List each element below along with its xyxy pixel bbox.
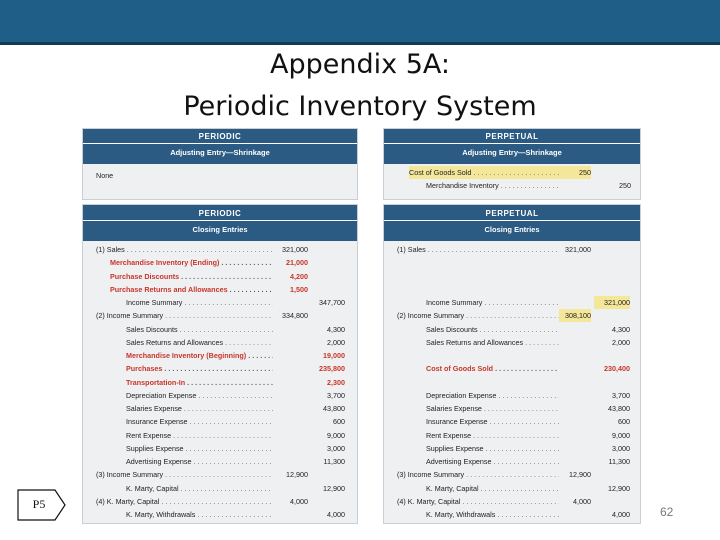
- journal-row: [384, 389, 640, 402]
- journal-row: [83, 362, 357, 375]
- slide-title-line-2: Periodic Inventory System: [183, 91, 537, 122]
- account-label: Insurance Expense . . .: [426, 415, 559, 428]
- credit-amount: 11,300: [608, 457, 630, 466]
- periodic-closing-heading: PERIODIC: [83, 205, 357, 220]
- journal-row: [384, 415, 640, 428]
- credit-amount: 600: [333, 417, 345, 427]
- perpetual-adjusting-heading: PERPETUAL: [384, 129, 640, 143]
- journal-row: [384, 309, 640, 322]
- account-label: (3) Income Summary . . .: [96, 468, 273, 481]
- account-label: K. Marty, Capital . . .: [426, 482, 559, 495]
- debit-amount: 4,000: [573, 496, 591, 506]
- journal-row: [83, 482, 357, 495]
- account-label: (4) K. Marty, Capital . . .: [96, 495, 273, 508]
- account-label: K. Marty, Withdrawals . . .: [126, 508, 273, 521]
- account-label: Sales Discounts . . .: [126, 323, 273, 336]
- credit-amount: 250: [619, 181, 631, 190]
- journal-row: [83, 415, 357, 428]
- journal-row: [384, 166, 640, 179]
- account-label: Salaries Expense . . .: [426, 402, 559, 415]
- credit-amount: 43,800: [323, 404, 345, 413]
- journal-row: [83, 376, 357, 389]
- debit-amount: 334,800: [282, 311, 308, 321]
- journal-row: [83, 349, 357, 362]
- slide-title: [0, 44, 720, 128]
- objective-badge-label: P5: [32, 497, 46, 511]
- account-label: Purchase Returns and Allowances . . .: [110, 283, 273, 296]
- account-label: Supplies Expense . . .: [126, 442, 273, 455]
- credit-amount: 2,000: [612, 337, 630, 347]
- perpetual-closing-heading: PERPETUAL: [384, 205, 640, 220]
- journal-row: [83, 402, 357, 415]
- account-label: Income Summary . . .: [426, 296, 559, 309]
- perpetual-adjusting-subheading: Adjusting Entry—Shrinkage: [384, 144, 640, 164]
- account-label: Purchases . . .: [126, 362, 273, 375]
- journal-row: [384, 323, 640, 336]
- credit-amount: 321,000: [594, 296, 630, 309]
- credit-amount: 3,700: [612, 390, 630, 400]
- debit-amount: 321,000: [282, 245, 308, 254]
- debit-amount: 4,000: [290, 496, 308, 506]
- account-label: Insurance Expense . . .: [126, 415, 273, 428]
- credit-amount: 3,000: [612, 443, 630, 453]
- debit-amount: 308,100: [559, 309, 591, 322]
- account-label: Sales Returns and Allowances . . .: [126, 336, 273, 349]
- account-label: K. Marty, Capital . . .: [126, 482, 273, 495]
- journal-row: [83, 429, 357, 442]
- credit-amount: 4,000: [327, 510, 345, 519]
- perpetual-adjusting-panel: [383, 128, 641, 200]
- journal-row: [384, 376, 640, 389]
- journal-row: [384, 243, 640, 256]
- journal-row: [384, 179, 640, 192]
- perpetual-adjusting-entries: [384, 164, 640, 194]
- account-label: (2) Income Summary . . .: [96, 309, 273, 322]
- account-label: Rent Expense . . .: [126, 429, 273, 442]
- debit-amount: 12,900: [569, 470, 591, 480]
- journal-row: [384, 296, 640, 309]
- page-number: 62: [660, 505, 674, 519]
- journal-row: [384, 468, 640, 481]
- journal-row: [384, 256, 640, 269]
- account-label: Merchandise Inventory (Ending) . . .: [110, 256, 273, 269]
- periodic-adjusting-panel: [82, 128, 358, 200]
- journal-row: [83, 256, 357, 269]
- credit-amount: 4,000: [612, 510, 630, 519]
- journal-row: [83, 508, 357, 521]
- account-label: Depreciation Expense . . .: [126, 389, 273, 402]
- credit-amount: 9,000: [327, 430, 345, 440]
- periodic-closing-subheading: Closing Entries: [83, 221, 357, 241]
- journal-row: [384, 495, 640, 508]
- journal-row: [83, 283, 357, 296]
- account-label: (1) Sales . . .: [397, 243, 559, 256]
- account-label: (1) Sales . . .: [96, 243, 273, 256]
- credit-amount: 11,300: [323, 457, 345, 466]
- perpetual-closing-entries: [384, 241, 640, 521]
- journal-row: [83, 336, 357, 349]
- journal-row: [83, 270, 357, 283]
- debit-amount: 321,000: [565, 245, 591, 254]
- credit-amount: 3,700: [327, 390, 345, 400]
- perpetual-closing-subheading: Closing Entries: [384, 221, 640, 241]
- account-label: Depreciation Expense . . .: [426, 389, 559, 402]
- account-label: (4) K. Marty, Capital . . .: [397, 495, 559, 508]
- journal-row: [384, 508, 640, 521]
- slide-header-bar: [0, 0, 720, 45]
- debit-amount: 250: [559, 166, 591, 179]
- periodic-closing-entries: [83, 241, 357, 521]
- journal-row: [83, 442, 357, 455]
- credit-amount: 600: [618, 417, 630, 427]
- credit-amount: 43,800: [608, 404, 630, 413]
- journal-row: [83, 468, 357, 481]
- journal-row: [384, 455, 640, 468]
- credit-amount: 2,300: [327, 377, 345, 387]
- account-label: Rent Expense . . .: [426, 429, 559, 442]
- credit-amount: 12,900: [608, 483, 630, 493]
- account-label: Purchase Discounts . . .: [110, 270, 273, 283]
- journal-row: [384, 349, 640, 362]
- journal-row: [384, 283, 640, 296]
- credit-amount: 235,800: [319, 364, 345, 374]
- credit-amount: 9,000: [612, 430, 630, 440]
- journal-row: [384, 362, 640, 375]
- journal-row: [83, 495, 357, 508]
- journal-row: [384, 402, 640, 415]
- journal-row: [384, 429, 640, 442]
- journal-row: [83, 455, 357, 468]
- credit-amount: 4,300: [327, 324, 345, 334]
- credit-amount: 12,900: [323, 483, 345, 493]
- journal-row: [83, 243, 357, 256]
- periodic-closing-panel: [82, 204, 358, 524]
- account-label: Sales Returns and Allowances . . .: [426, 336, 559, 349]
- slide-title-line-1: Appendix 5A:: [270, 49, 450, 80]
- journal-row: [384, 270, 640, 283]
- perpetual-closing-panel: [383, 204, 641, 524]
- journal-row: [384, 336, 640, 349]
- periodic-adjusting-none: None: [96, 171, 114, 180]
- account-label: Supplies Expense . . .: [426, 442, 559, 455]
- debit-amount: 1,500: [290, 284, 308, 294]
- journal-row: [384, 482, 640, 495]
- journal-row: [83, 296, 357, 309]
- credit-amount: 19,000: [323, 351, 345, 360]
- account-label: Sales Discounts . . .: [426, 323, 559, 336]
- account-label: (2) Income Summary . . .: [397, 309, 559, 322]
- account-label: Advertising Expense . . .: [426, 455, 559, 468]
- credit-amount: 230,400: [604, 364, 630, 374]
- debit-amount: 21,000: [286, 258, 308, 268]
- objective-badge: [17, 489, 66, 521]
- journal-row: [83, 389, 357, 402]
- credit-amount: 4,300: [612, 324, 630, 334]
- account-label: (3) Income Summary . . .: [397, 468, 559, 481]
- account-label: Cost of Goods Sold . . .: [426, 362, 559, 375]
- account-label: Cost of Goods Sold . . .: [409, 166, 559, 179]
- journal-row: [83, 323, 357, 336]
- account-label: Advertising Expense . . .: [126, 455, 273, 468]
- debit-amount: 12,900: [286, 470, 308, 480]
- credit-amount: 2,000: [327, 337, 345, 347]
- periodic-adjusting-heading: PERIODIC: [83, 129, 357, 143]
- journal-row: [384, 442, 640, 455]
- account-label: Merchandise Inventory (Beginning) . . .: [126, 349, 273, 362]
- periodic-adjusting-subheading: Adjusting Entry—Shrinkage: [83, 144, 357, 164]
- credit-amount: 347,700: [319, 298, 345, 307]
- account-label: Income Summary . . .: [126, 296, 273, 309]
- debit-amount: 4,200: [290, 271, 308, 281]
- credit-amount: 3,000: [327, 443, 345, 453]
- journal-row: [83, 309, 357, 322]
- account-label: Transportation-In . . .: [126, 376, 273, 389]
- account-label: K. Marty, Withdrawals . . .: [426, 508, 559, 521]
- account-label: Merchandise Inventory . . .: [426, 179, 559, 192]
- account-label: Salaries Expense . . .: [126, 402, 273, 415]
